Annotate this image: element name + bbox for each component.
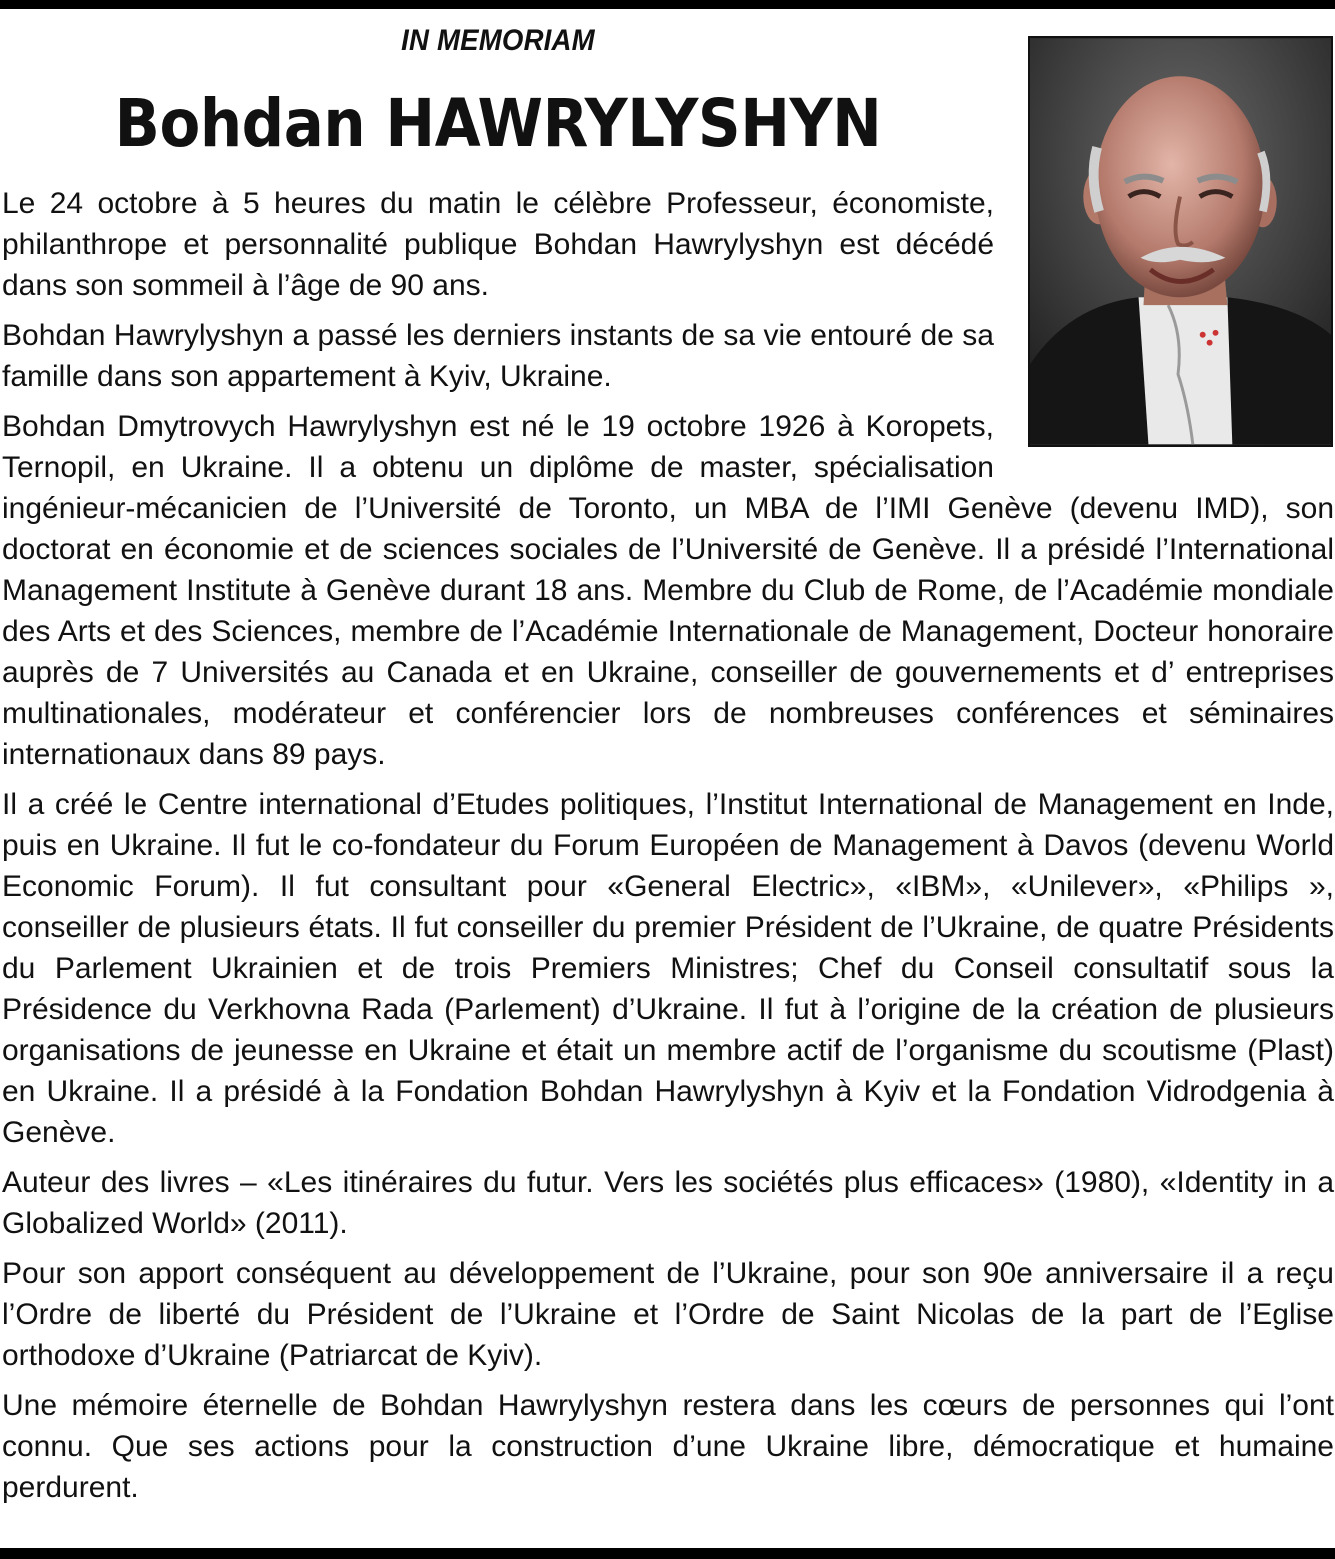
paragraph-remembrance: Une mémoire éternelle de Bohdan Hawrylyshyn restera dans les cœurs de personnes qui l’ont connu. Que ses actions pour la construction d’une Ukraine libre, démocratique et humaine perdurent. — [2, 1389, 1334, 1504]
paragraph-last-moments: Bohdan Hawrylyshyn a passé les derniers instants de sa vie entouré de sa famille dans son appartement à Kyiv, Ukraine. — [2, 319, 994, 393]
paragraph-biography: Bohdan Dmytrovych Hawrylyshyn est né le 19 octobre 1926 à Koropets, Ternopil, en Ukraine. Il a obtenu un diplôme de master, spécialisation ingénieur-mécanicien de l’Université de Toronto, un MBA de l’IMI Genève (devenu IMD), son doctorat en économie et de sciences sociales de l’Université de Genève. Il a présidé l’International Management Institute à Genève durant 18 ans. Membre du Club de Rome, de l’Académie mondiale des Arts et des Sciences, membre de l’Académie Internationale de Management, Docteur honoraire auprès de 7 Universités au Canada et en Ukraine, conseiller de gouvernements et d’ entreprises multinationales, modérateur et conférencier lors de nombreuses conférences et séminaires internationaux dans 89 pays. — [2, 410, 1334, 771]
obituary-body — [2, 183, 1334, 1517]
paragraph-achievements: Il a créé le Centre international d’Etudes politiques, l’Institut International de Management en Inde, puis en Ukraine. Il fut le co-fondateur du Forum Européen de Management à Davos (devenu World Economic Forum). Il fut consultant pour «General Electric», «IBM», «Unilever», «Philips », conseiller de plusieurs états. Il fut conseiller du premier Président de l’Ukraine, de quatre Présidents du Parlement Ukrainien et de trois Premiers Ministres; Chef du Conseil consultatif sous la Présidence du Verkhovna Rada (Parlement) d’Ukraine. Il fut à l’origine de la création de plusieurs organisations de jeunesse en Ukraine et était un membre actif de l’organisme du scoutisme (Plast) en Ukraine. Il a présidé à la Fondation Bohdan Hawrylyshyn à Kyiv et la Fondation Vidrodgenia à Genève. — [2, 788, 1334, 1149]
photo-wrap-space — [994, 183, 1334, 461]
paragraph-books: Auteur des livres – «Les itinéraires du futur. Vers les sociétés plus efficaces» (1980), «Identity in a Globalized World» (2011). — [2, 1166, 1334, 1240]
paragraph-honours: Pour son apport conséquent au développement de l’Ukraine, pour son 90e anniversaire il a reçu l’Ordre de liberté du Président de l’Ukraine et l’Ordre de Saint Nicolas de la part de l’Eglise orthodoxe d’Ukraine (Patriarcat de Kyiv). — [2, 1257, 1334, 1372]
paragraph-death-announcement: Le 24 octobre à 5 heures du matin le célèbre Professeur, économiste, philanthrope et personnalité publique Bohdan Hawrylyshyn est décédé dans son sommeil à l’âge de 90 ans. — [2, 187, 994, 302]
top-rule — [0, 0, 1335, 9]
deceased-name: Bohdan HAWRYLYSHYN — [114, 85, 882, 162]
bottom-rule — [0, 1548, 1335, 1559]
memoriam-kicker: IN MEMORIAM — [401, 24, 595, 57]
